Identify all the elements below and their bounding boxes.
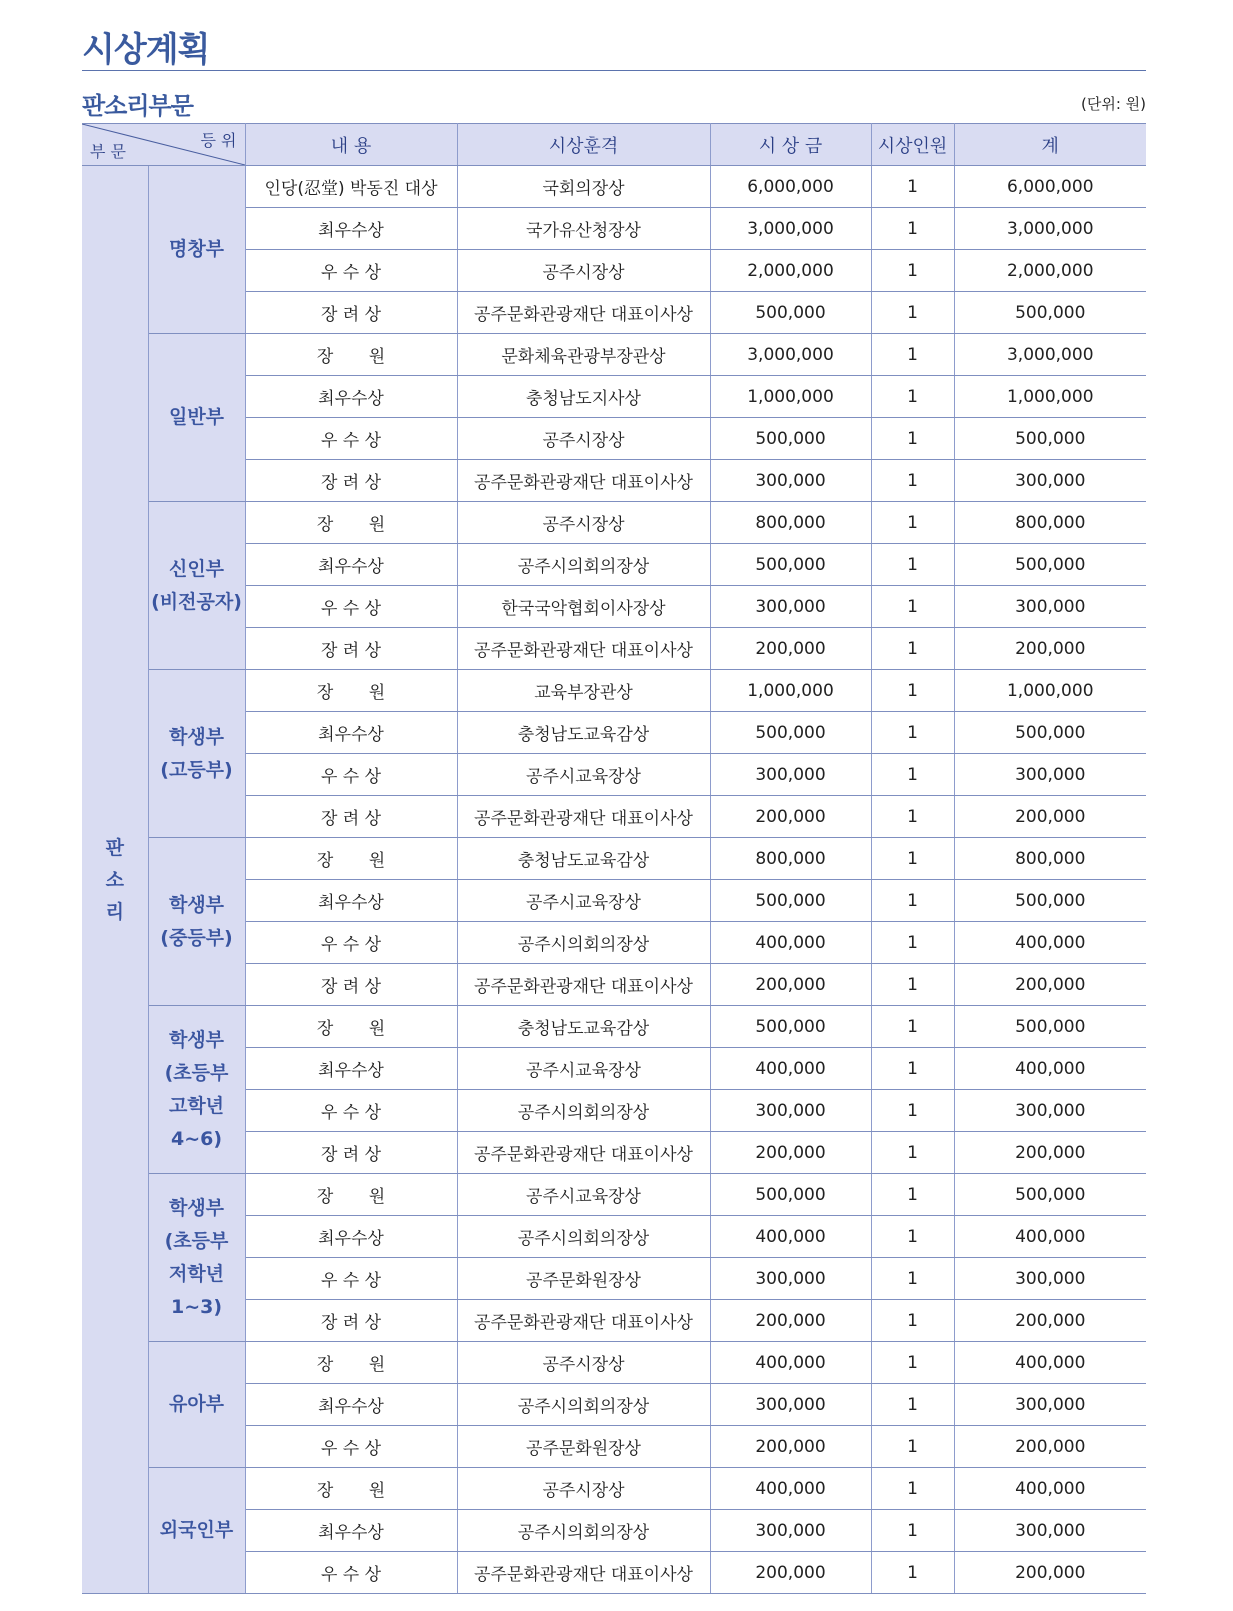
amount-cell: 800,000	[710, 502, 871, 544]
division-cell	[148, 502, 245, 670]
division-name-line: (초등부	[164, 1061, 229, 1084]
honor-cell: 국가유산청장상	[457, 208, 710, 250]
header-row	[82, 124, 1146, 166]
count-cell: 1	[871, 586, 954, 628]
count-cell: 1	[871, 1216, 954, 1258]
table-row	[82, 166, 1146, 208]
column-header-total: 계	[954, 124, 1146, 166]
column-header-count: 시상인원	[871, 124, 954, 166]
division-name-line: (중등부)	[160, 926, 233, 949]
award-cell: 우 수 상	[245, 1258, 457, 1300]
count-cell: 1	[871, 1132, 954, 1174]
division-name-line: (비전공자)	[151, 590, 242, 613]
total-cell: 200,000	[954, 1300, 1146, 1342]
amount-cell: 200,000	[710, 796, 871, 838]
amount-cell: 1,000,000	[710, 376, 871, 418]
amount-cell: 300,000	[710, 1258, 871, 1300]
table-row	[82, 838, 1146, 880]
count-cell: 1	[871, 1048, 954, 1090]
total-cell: 300,000	[954, 754, 1146, 796]
count-cell: 1	[871, 1174, 954, 1216]
grade-header: 등 위	[200, 131, 237, 150]
total-cell: 800,000	[954, 502, 1146, 544]
award-cell: 장 원	[245, 1342, 457, 1384]
honor-cell: 공주시의회의장상	[457, 922, 710, 964]
honor-cell: 공주시장상	[457, 1342, 710, 1384]
amount-cell: 300,000	[710, 460, 871, 502]
honor-cell: 공주시교육장상	[457, 1174, 710, 1216]
division-cell	[148, 670, 245, 838]
total-cell: 2,000,000	[954, 250, 1146, 292]
amount-cell: 200,000	[710, 964, 871, 1006]
count-cell: 1	[871, 1342, 954, 1384]
total-cell: 200,000	[954, 1552, 1146, 1594]
award-cell: 최우수상	[245, 712, 457, 754]
count-cell: 1	[871, 1468, 954, 1510]
division-name-line: 1~3)	[170, 1295, 223, 1318]
total-cell: 300,000	[954, 1510, 1146, 1552]
amount-cell: 300,000	[710, 586, 871, 628]
count-cell: 1	[871, 796, 954, 838]
award-cell: 최우수상	[245, 1048, 457, 1090]
honor-cell: 한국국악협회이사장상	[457, 586, 710, 628]
division-cell	[148, 838, 245, 1006]
honor-cell: 충청남도교육감상	[457, 838, 710, 880]
award-cell: 최우수상	[245, 376, 457, 418]
amount-cell: 400,000	[710, 1216, 871, 1258]
division-name-line: 유아부	[168, 1393, 225, 1415]
division-cell	[148, 1006, 245, 1174]
award-cell: 최우수상	[245, 1510, 457, 1552]
count-cell: 1	[871, 166, 954, 208]
total-cell: 400,000	[954, 1216, 1146, 1258]
total-cell: 300,000	[954, 1258, 1146, 1300]
division-cell	[148, 334, 245, 502]
amount-cell: 800,000	[710, 838, 871, 880]
honor-cell: 공주문화관광재단 대표이사상	[457, 796, 710, 838]
total-cell: 500,000	[954, 712, 1146, 754]
honor-cell: 교육부장관상	[457, 670, 710, 712]
award-cell: 장 려 상	[245, 628, 457, 670]
honor-cell: 공주문화원장상	[457, 1426, 710, 1468]
award-cell: 장 려 상	[245, 1300, 457, 1342]
amount-cell: 400,000	[710, 1468, 871, 1510]
division-name-line: 일반부	[168, 406, 225, 428]
award-cell: 장 원	[245, 670, 457, 712]
amount-cell: 300,000	[710, 1510, 871, 1552]
section-title: 판소리부문	[82, 92, 193, 120]
honor-cell: 공주시교육장상	[457, 1048, 710, 1090]
total-cell: 1,000,000	[954, 670, 1146, 712]
amount-cell: 200,000	[710, 628, 871, 670]
division-name-line: 학생부	[168, 1028, 225, 1051]
honor-cell: 공주시의회의장상	[457, 544, 710, 586]
award-cell: 우 수 상	[245, 418, 457, 460]
award-cell: 최우수상	[245, 544, 457, 586]
count-cell: 1	[871, 670, 954, 712]
amount-cell: 500,000	[710, 712, 871, 754]
award-cell: 장 원	[245, 502, 457, 544]
count-cell: 1	[871, 208, 954, 250]
amount-cell: 300,000	[710, 1384, 871, 1426]
honor-cell: 공주문화관광재단 대표이사상	[457, 1300, 710, 1342]
award-cell: 우 수 상	[245, 1426, 457, 1468]
award-cell: 장 원	[245, 1174, 457, 1216]
honor-cell: 공주문화관광재단 대표이사상	[457, 964, 710, 1006]
award-cell: 우 수 상	[245, 250, 457, 292]
total-cell: 400,000	[954, 1048, 1146, 1090]
count-cell: 1	[871, 628, 954, 670]
unit-note: (단위: 원)	[1081, 95, 1146, 113]
total-cell: 400,000	[954, 1468, 1146, 1510]
award-cell: 우 수 상	[245, 586, 457, 628]
amount-cell: 2,000,000	[710, 250, 871, 292]
award-cell: 장 려 상	[245, 292, 457, 334]
division-name-line: (고등부)	[160, 758, 233, 781]
division-name-line: 명창부	[168, 238, 225, 260]
table-row	[82, 1006, 1146, 1048]
total-cell: 500,000	[954, 544, 1146, 586]
award-cell: 장 려 상	[245, 964, 457, 1006]
table-row	[82, 1342, 1146, 1384]
diagonal-header-cell	[82, 124, 245, 166]
award-cell: 최우수상	[245, 1384, 457, 1426]
amount-cell: 400,000	[710, 1048, 871, 1090]
honor-cell: 공주시의회의장상	[457, 1090, 710, 1132]
honor-cell: 공주문화관광재단 대표이사상	[457, 460, 710, 502]
amount-cell: 500,000	[710, 292, 871, 334]
title-divider	[82, 70, 1146, 71]
award-cell: 장 원	[245, 334, 457, 376]
award-cell: 최우수상	[245, 208, 457, 250]
amount-cell: 200,000	[710, 1426, 871, 1468]
column-header-award: 내 용	[245, 124, 457, 166]
amount-cell: 500,000	[710, 880, 871, 922]
honor-cell: 공주시장상	[457, 1468, 710, 1510]
honor-cell: 국회의장상	[457, 166, 710, 208]
award-cell: 장 려 상	[245, 796, 457, 838]
count-cell: 1	[871, 502, 954, 544]
award-cell: 우 수 상	[245, 754, 457, 796]
amount-cell: 500,000	[710, 418, 871, 460]
total-cell: 3,000,000	[954, 334, 1146, 376]
prize-table	[82, 123, 1146, 1594]
amount-cell: 400,000	[710, 922, 871, 964]
division-cell	[148, 1468, 245, 1594]
count-cell: 1	[871, 754, 954, 796]
page-title: 시상계획	[82, 30, 210, 70]
table-row	[82, 334, 1146, 376]
award-cell: 장 원	[245, 1468, 457, 1510]
amount-cell: 200,000	[710, 1132, 871, 1174]
honor-cell: 공주시교육장상	[457, 754, 710, 796]
total-cell: 300,000	[954, 1090, 1146, 1132]
amount-cell: 3,000,000	[710, 208, 871, 250]
award-cell: 우 수 상	[245, 1552, 457, 1594]
division-name-line: 신인부	[168, 557, 225, 580]
amount-cell: 300,000	[710, 754, 871, 796]
total-cell: 200,000	[954, 796, 1146, 838]
division-header: 부 문	[90, 142, 126, 161]
award-cell: 인당(忍堂) 박동진 대상	[245, 166, 457, 208]
count-cell: 1	[871, 376, 954, 418]
division-name-line: 고학년	[168, 1094, 225, 1117]
amount-cell: 500,000	[710, 1006, 871, 1048]
honor-cell: 공주문화관광재단 대표이사상	[457, 292, 710, 334]
honor-cell: 문화체육관광부장관상	[457, 334, 710, 376]
total-cell: 200,000	[954, 1132, 1146, 1174]
total-cell: 500,000	[954, 418, 1146, 460]
count-cell: 1	[871, 1426, 954, 1468]
category-char: 판	[105, 836, 124, 859]
count-cell: 1	[871, 964, 954, 1006]
total-cell: 6,000,000	[954, 166, 1146, 208]
total-cell: 3,000,000	[954, 208, 1146, 250]
count-cell: 1	[871, 1552, 954, 1594]
honor-cell: 공주문화관광재단 대표이사상	[457, 628, 710, 670]
count-cell: 1	[871, 1300, 954, 1342]
count-cell: 1	[871, 250, 954, 292]
category-cell	[82, 166, 148, 1594]
honor-cell: 공주문화관광재단 대표이사상	[457, 1552, 710, 1594]
honor-cell: 공주시의회의장상	[457, 1384, 710, 1426]
table-row	[82, 1174, 1146, 1216]
division-name-line: 저학년	[168, 1262, 225, 1285]
total-cell: 500,000	[954, 880, 1146, 922]
honor-cell: 공주시장상	[457, 502, 710, 544]
division-name-line: 학생부	[168, 1196, 225, 1219]
amount-cell: 500,000	[710, 1174, 871, 1216]
division-name-line: 학생부	[168, 725, 225, 748]
honor-cell: 공주시교육장상	[457, 880, 710, 922]
amount-cell: 6,000,000	[710, 166, 871, 208]
column-header-amount: 시 상 금	[710, 124, 871, 166]
count-cell: 1	[871, 334, 954, 376]
award-cell: 최우수상	[245, 880, 457, 922]
honor-cell: 공주시의회의장상	[457, 1510, 710, 1552]
amount-cell: 400,000	[710, 1342, 871, 1384]
total-cell: 1,000,000	[954, 376, 1146, 418]
division-cell	[148, 1342, 245, 1468]
honor-cell: 공주시장상	[457, 250, 710, 292]
honor-cell: 공주시장상	[457, 418, 710, 460]
award-cell: 장 원	[245, 838, 457, 880]
division-name-line: 외국인부	[159, 1519, 234, 1541]
division-cell	[148, 1174, 245, 1342]
count-cell: 1	[871, 460, 954, 502]
division-name-line: (초등부	[164, 1229, 229, 1252]
total-cell: 300,000	[954, 460, 1146, 502]
total-cell: 400,000	[954, 922, 1146, 964]
honor-cell: 공주시의회의장상	[457, 1216, 710, 1258]
total-cell: 200,000	[954, 964, 1146, 1006]
total-cell: 200,000	[954, 1426, 1146, 1468]
table-row	[82, 670, 1146, 712]
division-cell	[148, 166, 245, 334]
table-row	[82, 1468, 1146, 1510]
honor-cell: 충청남도교육감상	[457, 712, 710, 754]
total-cell: 800,000	[954, 838, 1146, 880]
total-cell: 500,000	[954, 292, 1146, 334]
count-cell: 1	[871, 544, 954, 586]
count-cell: 1	[871, 1258, 954, 1300]
award-cell: 우 수 상	[245, 1090, 457, 1132]
count-cell: 1	[871, 712, 954, 754]
total-cell: 300,000	[954, 1384, 1146, 1426]
award-cell: 장 려 상	[245, 1132, 457, 1174]
count-cell: 1	[871, 922, 954, 964]
amount-cell: 3,000,000	[710, 334, 871, 376]
amount-cell: 200,000	[710, 1552, 871, 1594]
table-row	[82, 502, 1146, 544]
count-cell: 1	[871, 292, 954, 334]
count-cell: 1	[871, 418, 954, 460]
count-cell: 1	[871, 1090, 954, 1132]
table-body	[82, 166, 1146, 1594]
honor-cell: 충청남도지사상	[457, 376, 710, 418]
category-char: 리	[105, 900, 124, 923]
count-cell: 1	[871, 1510, 954, 1552]
total-cell: 500,000	[954, 1174, 1146, 1216]
count-cell: 1	[871, 1006, 954, 1048]
amount-cell: 1,000,000	[710, 670, 871, 712]
honor-cell: 공주문화원장상	[457, 1258, 710, 1300]
division-name-line: 4~6)	[170, 1127, 223, 1150]
column-header-honor: 시상훈격	[457, 124, 710, 166]
amount-cell: 500,000	[710, 544, 871, 586]
total-cell: 500,000	[954, 1006, 1146, 1048]
total-cell: 200,000	[954, 628, 1146, 670]
division-name-line: 학생부	[168, 893, 225, 916]
amount-cell: 200,000	[710, 1300, 871, 1342]
honor-cell: 공주문화관광재단 대표이사상	[457, 1132, 710, 1174]
category-char: 소	[105, 868, 124, 891]
honor-cell: 충청남도교육감상	[457, 1006, 710, 1048]
award-cell: 장 원	[245, 1006, 457, 1048]
total-cell: 400,000	[954, 1342, 1146, 1384]
count-cell: 1	[871, 880, 954, 922]
total-cell: 300,000	[954, 586, 1146, 628]
award-cell: 최우수상	[245, 1216, 457, 1258]
count-cell: 1	[871, 1384, 954, 1426]
award-cell: 우 수 상	[245, 922, 457, 964]
award-cell: 장 려 상	[245, 460, 457, 502]
amount-cell: 300,000	[710, 1090, 871, 1132]
count-cell: 1	[871, 838, 954, 880]
